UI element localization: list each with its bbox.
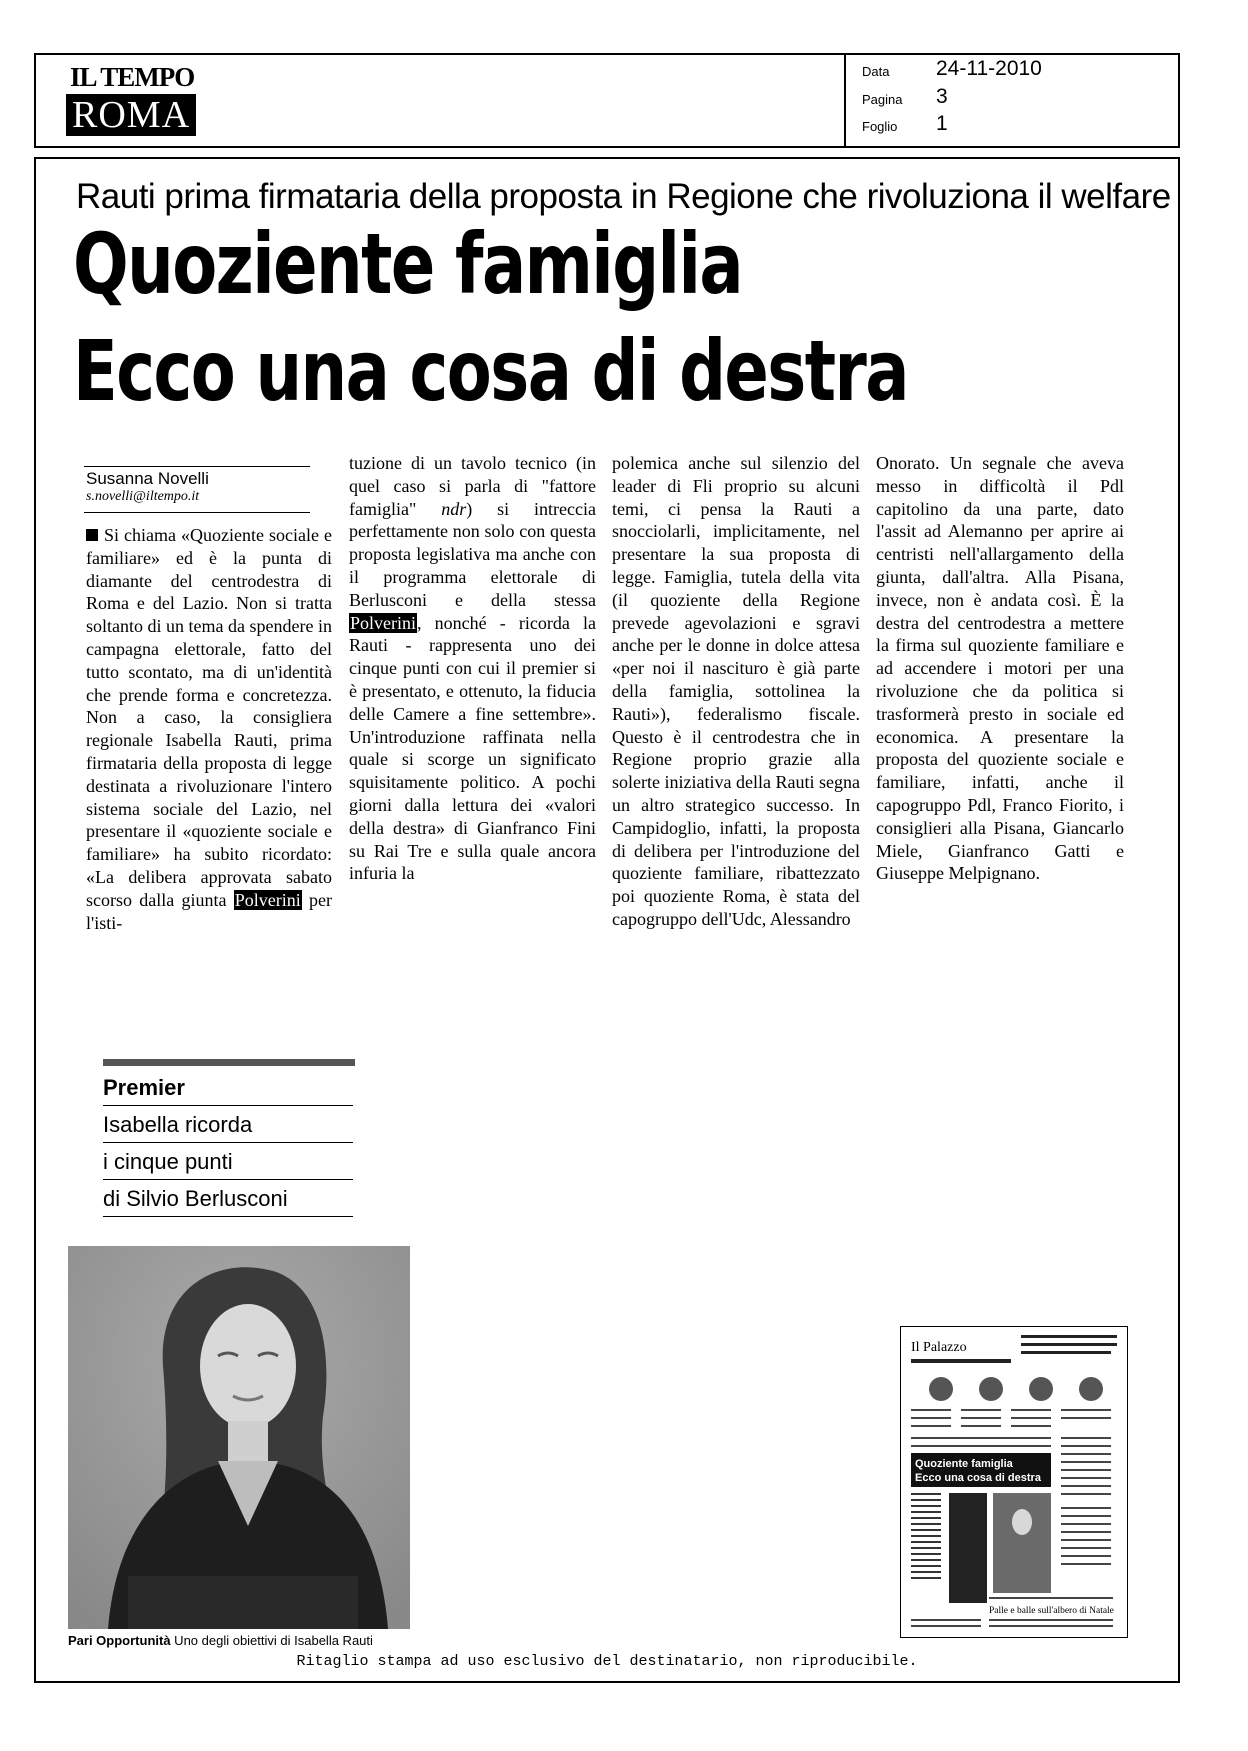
- column-text: Si chiama «Quoziente sociale e familiare» ed è la punta di diamante del centrodestra di Roma e del Lazio. Non si tratta soltanto di un tema da spendere in campagna elettorale, fatto del tutto scontato, ma di un'identità che prende forma e concretezza. Non a caso, la consigliera regionale Isabella Rauti, prima firmataria della proposta di legge destinata a rivoluzionare l'intero sistema sociale del Lazio, nel presentare il «quoziente sociale e familiare» ha subito ricordato: «La delibera approvata sabato scorso dalla giunta: [86, 525, 332, 910]
- box-title: Premier: [103, 1070, 353, 1106]
- header-divider: [844, 53, 846, 148]
- caption-label: Pari Opportunità: [68, 1633, 171, 1648]
- article-column-3: [612, 452, 860, 931]
- foglio-label: Foglio: [862, 119, 898, 134]
- column-text: polemica anche sul silenzio del leader di Fli proprio su alcuni temi, ci pensa la Rauti a snocciolarli, implicitamente, nel presentare la sua proposta di legge. Famiglia, tutela della vita (il quoziente della Regione prevede agevolazioni e sgravi anche per le donne in dolce attesa «per noi il nascituro è già parte della famiglia, sottolinea la Rauti»), federalismo fiscale. Questo è il centrodestra che in Regione proprio grazie alla solerte iniziativa della Rauti segna un altro strategico successo. In Campidoglio, infatti, la proposta di delibera per l'introduzione del quoziente familiare, ribattezzato poi quoziente Roma, è stata del capogruppo dell'Udc, Alessandro: [612, 453, 860, 929]
- box-header-bar: [103, 1059, 355, 1066]
- column-text: , nonché - ricorda la Rauti - rappresenta uno dei cinque punti con cui il premier si è presentato, e ottenuto, la fiducia delle Camere a fine settembre». Un'introduzione raffinata nella quale si scorge un significato squisitamente politico. A pochi giorni dalla lettura dei «valori della destra» di Gianfranco Fini su Rai Tre e sulla quale ancora infuria la: [349, 612, 596, 884]
- portrait-image: [68, 1246, 410, 1629]
- footer-disclaimer: Ritaglio stampa ad uso esclusivo del destinatario, non riproducibile.: [296, 1653, 918, 1670]
- column-text: ) si intreccia perfettamente non solo con questa proposta legislativa ma anche con il programma elettorale di Berlusconi e della stessa: [349, 498, 596, 610]
- column-text: Onorato. Un segnale che aveva messo in difficoltà il Pdl capitolino da una parte, dato l'assit ad Alemanno per aprire ai centristi nell'allargamento della giunta, dall'altra. Alla Pisana, invece, non è andata così. È la destra del centrodestra a mettere la firma sul quoziente familiare e ad accendere i motori per una rivoluzione che da politica si trasformerà presto in sociale ed economica. A presentare la proposta del quoziente sociale e familiare, infatti, anche il capogruppo Pdl, Franco Fiorito, i consiglieri alla Pisana, Giancarlo Miele, Gianfranco Gatti e Giuseppe Melpignano.: [876, 453, 1124, 884]
- highlighted-name: Polverini: [234, 889, 301, 910]
- article-column-1: [86, 524, 332, 934]
- box-line: Isabella ricorda: [103, 1107, 353, 1143]
- caption-text: Uno degli obiettivi di Isabella Rauti: [170, 1633, 373, 1648]
- thumbnail-headline-1: Quoziente famiglia: [915, 1458, 1013, 1470]
- pagina-label: Pagina: [862, 92, 903, 107]
- bullet-icon: [86, 529, 98, 541]
- photo-caption: [68, 1633, 373, 1648]
- masthead-logo-top: IL TEMPO: [70, 62, 195, 92]
- box-line: i cinque punti: [103, 1144, 353, 1180]
- article-column-2: [349, 452, 596, 885]
- byline-divider: [84, 466, 310, 467]
- headline-line-2: Ecco una cosa di destra: [73, 322, 908, 420]
- thumbnail-section-title: Il Palazzo: [911, 1340, 967, 1355]
- headline-line-1: Quoziente famiglia: [73, 215, 743, 313]
- page-thumbnail: [900, 1326, 1128, 1638]
- masthead-logo-bottom: ROMA: [66, 94, 196, 136]
- portrait-photo: [68, 1246, 410, 1629]
- highlighted-name: Polverini: [350, 612, 416, 633]
- author-email: s.novelli@iltempo.it: [86, 489, 200, 504]
- foglio-value: 1: [936, 112, 948, 135]
- author-name: Susanna Novelli: [86, 469, 209, 488]
- thumbnail-bottom-title: Palle e balle sull'albero di Natale: [989, 1606, 1114, 1616]
- data-label: Data: [862, 64, 890, 79]
- article-column-4: [876, 452, 1124, 885]
- data-value: 24-11-2010: [936, 57, 1042, 80]
- pagina-value: 3: [936, 85, 948, 108]
- column-text: per l'isti-: [86, 889, 333, 933]
- article-kicker: Rauti prima firmataria della proposta in Regione che rivoluziona il welfare: [76, 177, 1171, 216]
- thumbnail-graphic: [901, 1327, 1127, 1637]
- byline-divider: [84, 512, 310, 513]
- thumbnail-headline-2: Ecco una cosa di destra: [915, 1472, 1041, 1484]
- box-line: di Silvio Berlusconi: [103, 1181, 353, 1217]
- column-text: tuzione di un tavolo tecnico (in quel caso si parla di "fattore famiglia": [349, 453, 596, 519]
- editor-note: ndr: [441, 498, 467, 519]
